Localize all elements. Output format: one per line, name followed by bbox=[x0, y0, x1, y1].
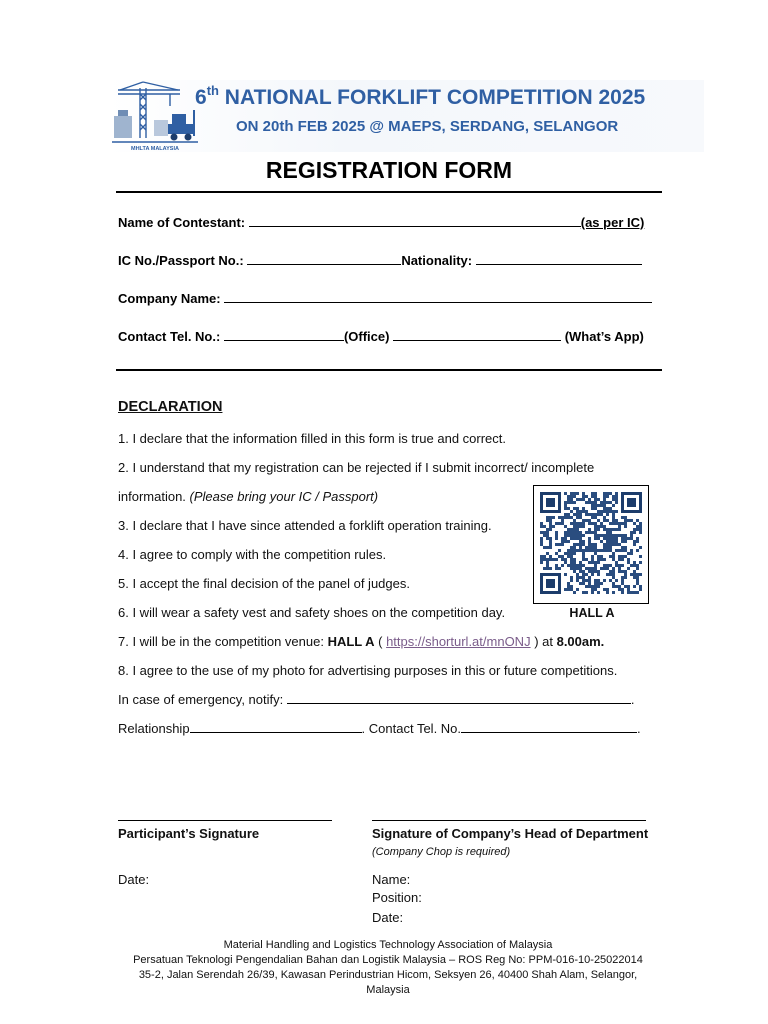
emergency-contact-blank[interactable] bbox=[461, 721, 637, 733]
office-label: (Office) bbox=[343, 329, 390, 344]
whatsapp-blank[interactable] bbox=[393, 329, 561, 341]
competition-title bbox=[195, 83, 646, 110]
venue-map-link[interactable]: https://shorturl.at/mnONJ bbox=[386, 634, 531, 649]
title-ordinal-suffix: th bbox=[206, 83, 219, 98]
title-ordinal: 6 bbox=[195, 86, 207, 109]
declaration-item-2-text: information. bbox=[118, 489, 190, 504]
hod-date-label: Date: bbox=[372, 910, 404, 925]
hod-position-label: Position: bbox=[372, 890, 422, 905]
emergency-blank[interactable] bbox=[287, 692, 631, 704]
declaration-item-5: 5. I accept the final decision of the panel of judges. bbox=[118, 576, 410, 591]
emergency-field[interactable]: In case of emergency, notify: . bbox=[118, 692, 635, 707]
footer-line-1: Material Handling and Logistics Technology Association of Malaysia bbox=[223, 939, 553, 951]
hod-name-label: Name: bbox=[372, 872, 411, 887]
qr-code-icon bbox=[534, 486, 648, 603]
ic-passport-label: IC No./Passport No.: bbox=[118, 253, 244, 268]
footer-line-4: Malaysia bbox=[366, 984, 410, 996]
title-divider bbox=[116, 191, 662, 193]
declaration-item-3: 3. I declare that I have since attended a forklift operation training. bbox=[118, 518, 492, 533]
participant-signature-label: Participant’s Signature bbox=[118, 826, 260, 841]
footer-line-3: 35-2, Jalan Serendah 26/39, Kawasan Perindustrian Hicom, Seksyen 26, 40400 Shah Alam, Selangor, bbox=[138, 969, 638, 981]
company-chop-note: (Company Chop is required) bbox=[372, 846, 511, 858]
bring-ic-note: (Please bring your IC / Passport) bbox=[189, 489, 379, 504]
footer-line-2: Persatuan Teknologi Pengendalian Bahan dan Logistik Malaysia – ROS Reg No: PPM-016-10-25022014 bbox=[133, 954, 643, 966]
fields-divider bbox=[116, 369, 662, 371]
contestant-name-label: Name of Contestant: bbox=[118, 215, 246, 230]
ic-passport-blank[interactable] bbox=[247, 253, 401, 265]
contestant-name-blank[interactable] bbox=[249, 215, 581, 227]
relationship-blank[interactable] bbox=[190, 721, 362, 733]
qr-code-frame bbox=[533, 485, 649, 604]
whatsapp-label: (What’s App) bbox=[564, 329, 644, 344]
hod-signature-label: Signature of Company’s Head of Department bbox=[372, 826, 649, 841]
company-name-blank[interactable] bbox=[224, 291, 652, 303]
venue-time: 8.00am. bbox=[556, 634, 605, 649]
hod-signature-line[interactable] bbox=[372, 820, 646, 821]
qr-label: HALL A bbox=[569, 606, 615, 620]
relationship-label: Relationship bbox=[118, 721, 190, 736]
nationality-label: Nationality: bbox=[401, 253, 473, 268]
as-per-ic-note: (as per IC) bbox=[580, 215, 645, 230]
venue-text: 7. I will be in the competition venue: bbox=[118, 634, 328, 649]
logo-text: MHLTA MALAYSIA bbox=[131, 146, 179, 152]
forklift-crane-logo-icon bbox=[110, 80, 200, 152]
relationship-field[interactable]: Relationship . Contact Tel. No. . bbox=[118, 721, 641, 736]
link-close-paren: ) at bbox=[530, 634, 557, 649]
form-title: REGISTRATION FORM bbox=[265, 157, 513, 183]
nationality-blank[interactable] bbox=[476, 253, 642, 265]
emergency-label: In case of emergency, notify: bbox=[118, 692, 284, 707]
contact-tel-field[interactable] bbox=[118, 329, 644, 344]
declaration-item-1: 1. I declare that the information filled in this form is true and correct. bbox=[118, 431, 507, 446]
contestant-name-field[interactable] bbox=[118, 215, 644, 230]
participant-date-label: Date: bbox=[118, 872, 150, 887]
declaration-item-7 bbox=[118, 634, 604, 649]
organisation-footer bbox=[118, 938, 658, 998]
declaration-item-8: 8. I agree to the use of my photo for advertising purposes in this or future competitions. bbox=[118, 663, 618, 678]
link-open-paren: ( bbox=[374, 634, 387, 649]
company-name-field[interactable] bbox=[118, 291, 652, 306]
declaration-item-2: 2. I understand that my registration can be rejected if I submit incorrect/ incomplete bbox=[118, 460, 595, 475]
company-name-label: Company Name: bbox=[118, 291, 221, 306]
title-rest: NATIONAL FORKLIFT COMPETITION 2025 bbox=[218, 86, 646, 109]
emergency-contact-label: . Contact Tel. No. bbox=[361, 721, 462, 736]
contact-tel-label: Contact Tel. No.: bbox=[118, 329, 221, 344]
venue-hall: HALL A bbox=[327, 634, 375, 649]
declaration-item-4: 4. I agree to comply with the competition rules. bbox=[118, 547, 387, 562]
declaration-heading: DECLARATION bbox=[118, 399, 223, 415]
participant-signature-line[interactable] bbox=[118, 820, 332, 821]
competition-subtitle: ON 20th FEB 2025 @ MAEPS, SERDANG, SELANGOR bbox=[236, 118, 619, 135]
declaration-item-2-cont bbox=[118, 489, 378, 504]
declaration-item-6: 6. I will wear a safety vest and safety shoes on the competition day. bbox=[118, 605, 506, 620]
ic-passport-field[interactable] bbox=[118, 253, 642, 268]
office-tel-blank[interactable] bbox=[224, 329, 344, 341]
